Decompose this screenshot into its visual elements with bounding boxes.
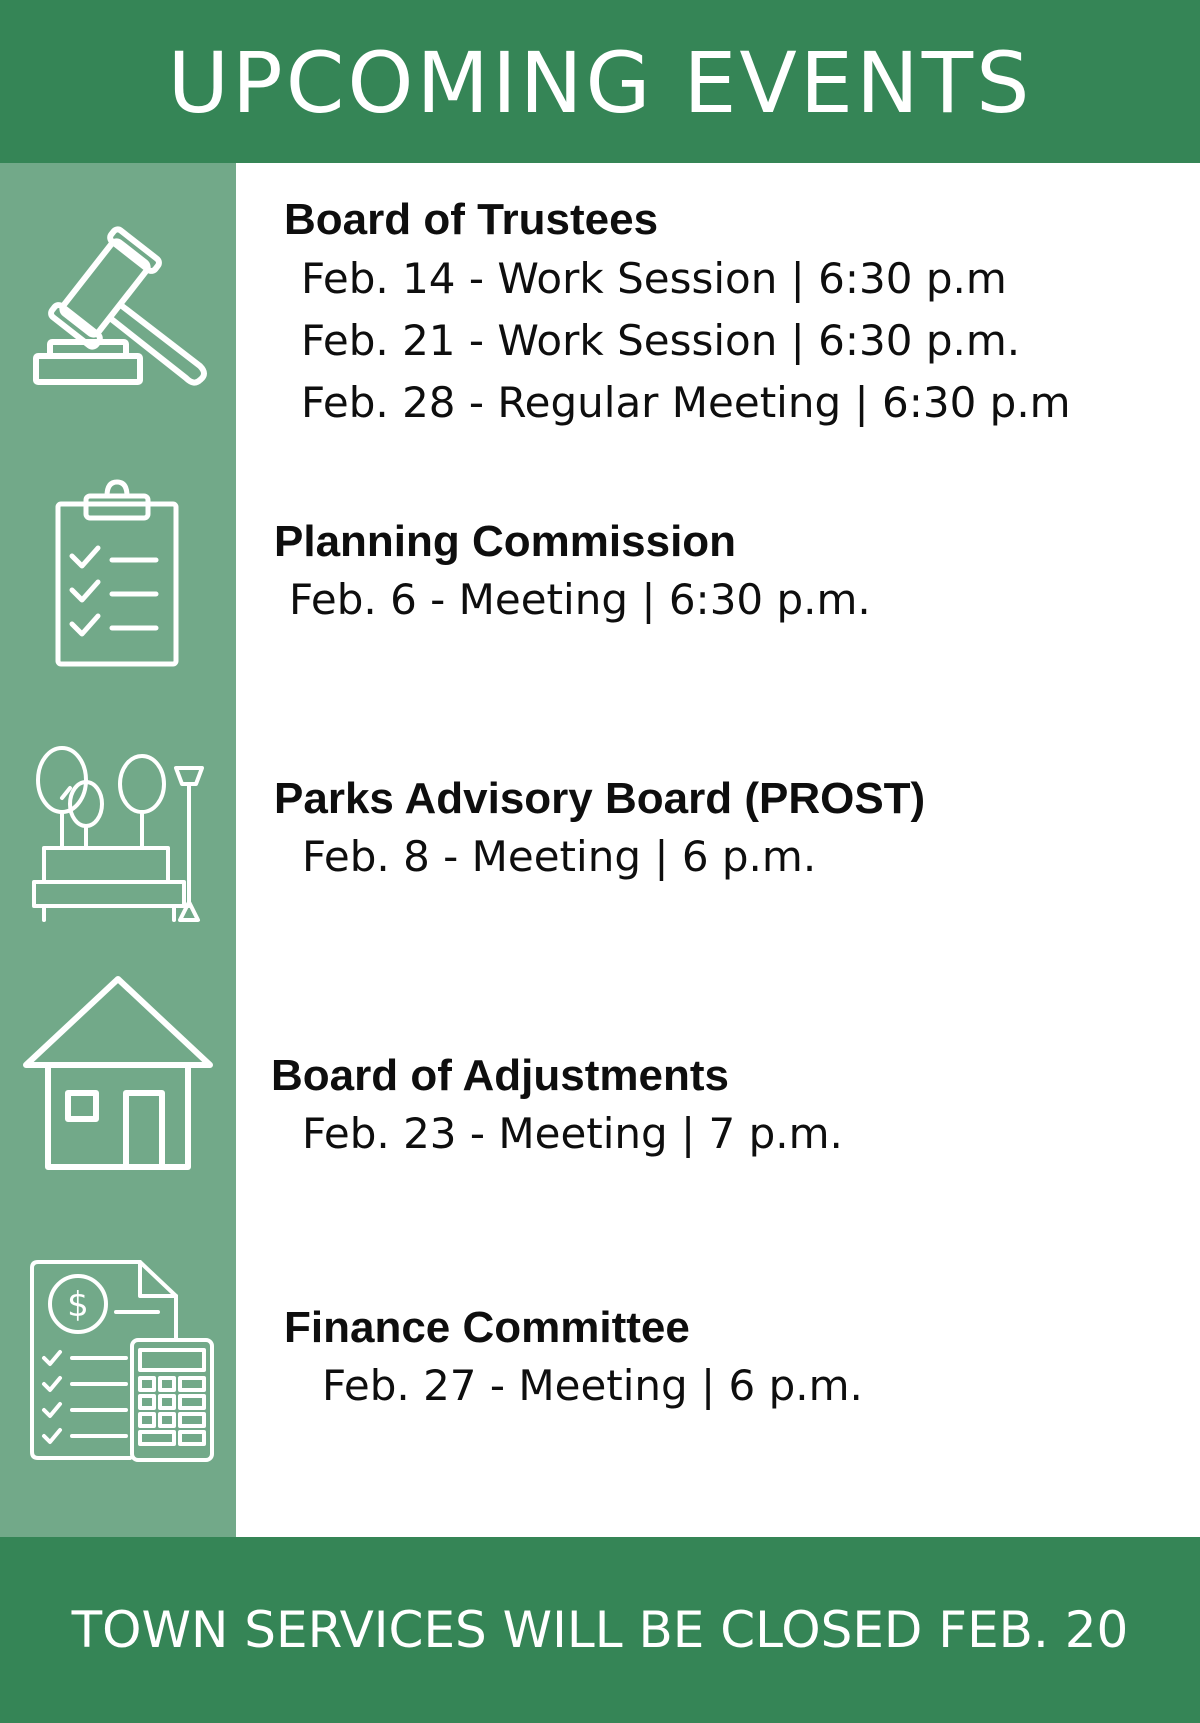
event-finance-committee xyxy=(284,1303,863,1417)
event-board-of-trustees xyxy=(284,195,1071,434)
event-date-line: Feb. 28 - Regular Meeting | 6:30 p.m xyxy=(301,378,1071,427)
event-title: Finance Committee xyxy=(284,1303,690,1352)
event-date-line: Feb. 21 - Work Session | 6:30 p.m. xyxy=(301,316,1021,365)
event-title: Board of Adjustments xyxy=(271,1051,729,1100)
event-title: Board of Trustees xyxy=(284,195,659,244)
gavel-icon xyxy=(30,218,220,393)
page-title: UPCOMING EVENTS xyxy=(167,34,1033,132)
event-title: Parks Advisory Board (PROST) xyxy=(274,774,926,823)
event-planning-commission xyxy=(274,517,871,631)
footer-banner xyxy=(0,1537,1200,1723)
house-icon xyxy=(22,973,214,1173)
park-bench-icon xyxy=(30,738,216,923)
event-title: Planning Commission xyxy=(274,517,737,566)
finance-calculator-icon xyxy=(28,1258,218,1468)
event-date-line: Feb. 14 - Work Session | 6:30 p.m xyxy=(301,254,1007,303)
event-date-line: Feb. 23 - Meeting | 7 p.m. xyxy=(302,1109,843,1158)
closure-notice: TOWN SERVICES WILL BE CLOSED FEB. 20 xyxy=(71,1601,1129,1659)
icon-sidebar xyxy=(0,163,236,1537)
event-date-line: Feb. 8 - Meeting | 6 p.m. xyxy=(302,832,817,881)
event-parks-advisory-board xyxy=(274,774,925,888)
event-date-line: Feb. 27 - Meeting | 6 p.m. xyxy=(322,1361,863,1410)
clipboard-checklist-icon xyxy=(52,478,182,668)
event-board-of-adjustments xyxy=(271,1051,843,1165)
event-date-line: Feb. 6 - Meeting | 6:30 p.m. xyxy=(289,575,871,624)
header-banner xyxy=(0,0,1200,163)
svg-text:$: $ xyxy=(67,1285,89,1325)
